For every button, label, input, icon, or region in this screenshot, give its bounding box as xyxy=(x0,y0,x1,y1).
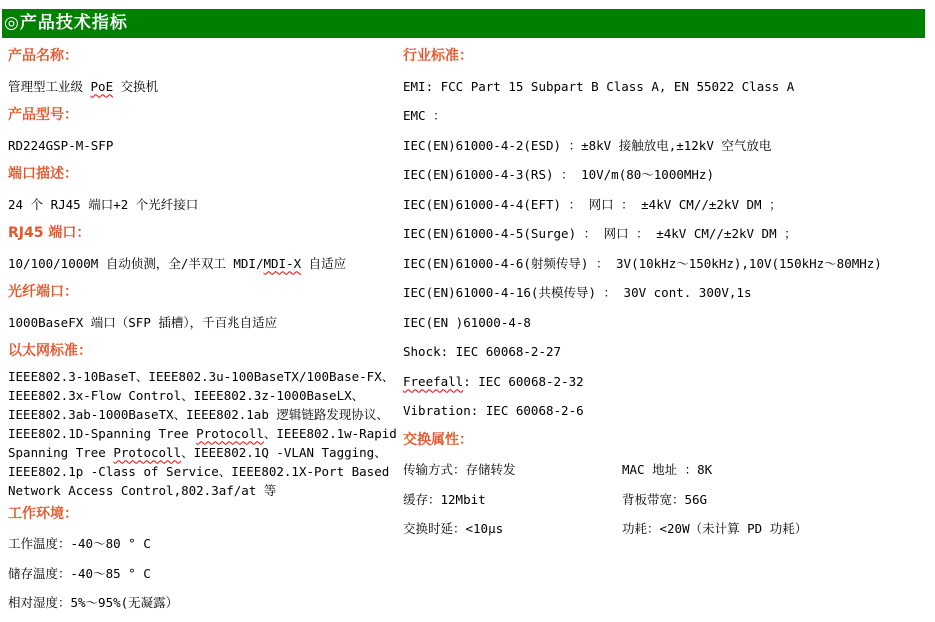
rj45-port-line xyxy=(8,249,400,279)
freefall-post: : IEC 60068-2-32 xyxy=(463,373,584,389)
heading-switching-attributes: 交换属性： xyxy=(403,431,473,448)
ethernet-line: IEEE802.3x-Flow Control、IEEE802.3z-1000BaseLX、 xyxy=(8,387,365,403)
fiber-port-line: 1000BaseFX 端口（SFP 插槽），千百兆自适应 xyxy=(8,314,278,330)
switching-latency: 交换时延：<10μs xyxy=(403,521,504,536)
buffer: 缓存：12Mbit xyxy=(403,491,486,507)
switching-row xyxy=(403,455,931,485)
ethernet-line: IEEE802.3ab-1000BaseTX、IEEE802.1ab 逻辑链路发现协议、 xyxy=(8,406,389,422)
storage-temp-line: 储存温度：-40～85 ° C xyxy=(8,565,151,581)
heading-industry-standards: 行业标准： xyxy=(403,48,473,64)
rj45-pre: 10/100/1000M 自动侦测，全/半双工 MDI/ xyxy=(8,255,264,271)
iec-cm-line: IEC(EN)61000-4-16(共模传导) ： 30V cont. 300V,1s xyxy=(403,285,752,300)
heading-product-name: 产品名称： xyxy=(8,48,78,64)
heading-rj45-port: RJ45 端口： xyxy=(8,225,91,241)
misspelled-word-protocoll: Protocoll xyxy=(196,425,264,441)
emi-line: EMI: FCC Part 15 Subpart B Class A, EN 55022 Class A xyxy=(403,78,795,94)
product-name-post: 交换机 xyxy=(113,78,159,94)
ethernet-line xyxy=(8,424,400,443)
misspelled-word-poe: PoE xyxy=(90,78,114,94)
eth5-post: 、IEEE802.1Q -VLAN Tagging、 xyxy=(181,444,387,460)
heading-product-model: 产品型号： xyxy=(8,107,78,123)
iec-eft-line: IEC(EN)61000-4-4(EFT) ： 网口 ： ±4kV CM//±2kV DM ； xyxy=(403,196,782,212)
ethernet-standards-block xyxy=(8,367,400,500)
mac-address: MAC 地址 ：8K xyxy=(622,462,713,477)
heading-work-environment: 工作环境： xyxy=(8,505,78,522)
page-title: ◎产品技术指标 xyxy=(4,13,128,33)
switching-row xyxy=(403,514,931,544)
emc-line: EMC ： xyxy=(403,108,446,123)
port-desc-line: 24 个 RJ45 端口+2 个光纤接口 xyxy=(8,196,199,212)
misspelled-word-protocoll: Protocoll xyxy=(113,444,182,460)
power-consumption: 功耗：<20W（未计算 PD 功耗） xyxy=(622,521,808,536)
ethernet-line: IEEE802.1p -Class of Service、IEEE802.1X-Port Based xyxy=(8,463,390,479)
misspelled-word-freefall: Freefall xyxy=(403,373,464,389)
ethernet-line xyxy=(8,443,400,462)
vibration-line: Vibration: IEC 60068-2-6 xyxy=(403,403,584,418)
eth4-pre: IEEE802.1D-Spanning Tree xyxy=(8,425,197,441)
forwarding-mode: 传输方式：存储转发 xyxy=(403,462,516,477)
section-header-bar xyxy=(2,9,925,38)
work-temp-line: 工作温度：-40～80 ° C xyxy=(8,536,151,551)
freefall-line xyxy=(403,367,931,397)
left-column xyxy=(8,42,400,618)
heading-port-desc: 端口描述： xyxy=(8,166,78,182)
rj45-post: 自适应 xyxy=(301,255,347,271)
iec-rs-line: IEC(EN)61000-4-3(RS) ： 10V/m(80～1000MHz) xyxy=(403,167,714,182)
ethernet-line: Network Access Control,802.3af/at 等 xyxy=(8,482,277,498)
product-model-line: RD224GSP-M-SFP xyxy=(8,137,114,153)
product-name-pre: 管理型工业级 xyxy=(8,78,91,94)
eth4-post: 、IEEE802.1w-Rapid xyxy=(263,425,397,441)
right-column xyxy=(403,42,931,544)
iec-rf-line: IEC(EN)61000-4-6(射频传导) ： 3V(10kHz～150kHz),10V(150kHz～80MHz) xyxy=(403,255,882,271)
backplane-bandwidth: 背板带宽：56G xyxy=(622,491,708,507)
iec-surge-line: IEC(EN)61000-4-5(Surge) ： 网口 ： ±4kV CM//±2kV DM ； xyxy=(403,226,797,241)
ethernet-line: IEEE802.3-10BaseT、IEEE802.3u-100BaseTX/100Base-FX、 xyxy=(8,368,395,384)
product-name-line xyxy=(8,72,400,102)
eth5-pre: Spanning Tree xyxy=(8,444,114,460)
switching-row xyxy=(403,485,931,515)
shock-line: Shock: IEC 60068-2-27 xyxy=(403,344,562,359)
misspelled-word-mdix: MDI-X xyxy=(263,255,302,271)
humidity-line: 相对湿度：5%～95%(无凝露） xyxy=(8,595,179,610)
iec-esd-line: IEC(EN)61000-4-2(ESD) ：±8kV 接触放电,±12kV 空气放电 xyxy=(403,137,772,153)
iec-48-line: IEC(EN )61000-4-8 xyxy=(403,314,531,330)
heading-fiber-port: 光纤端口： xyxy=(8,284,78,300)
heading-ethernet-standards: 以太网标准： xyxy=(8,343,92,359)
